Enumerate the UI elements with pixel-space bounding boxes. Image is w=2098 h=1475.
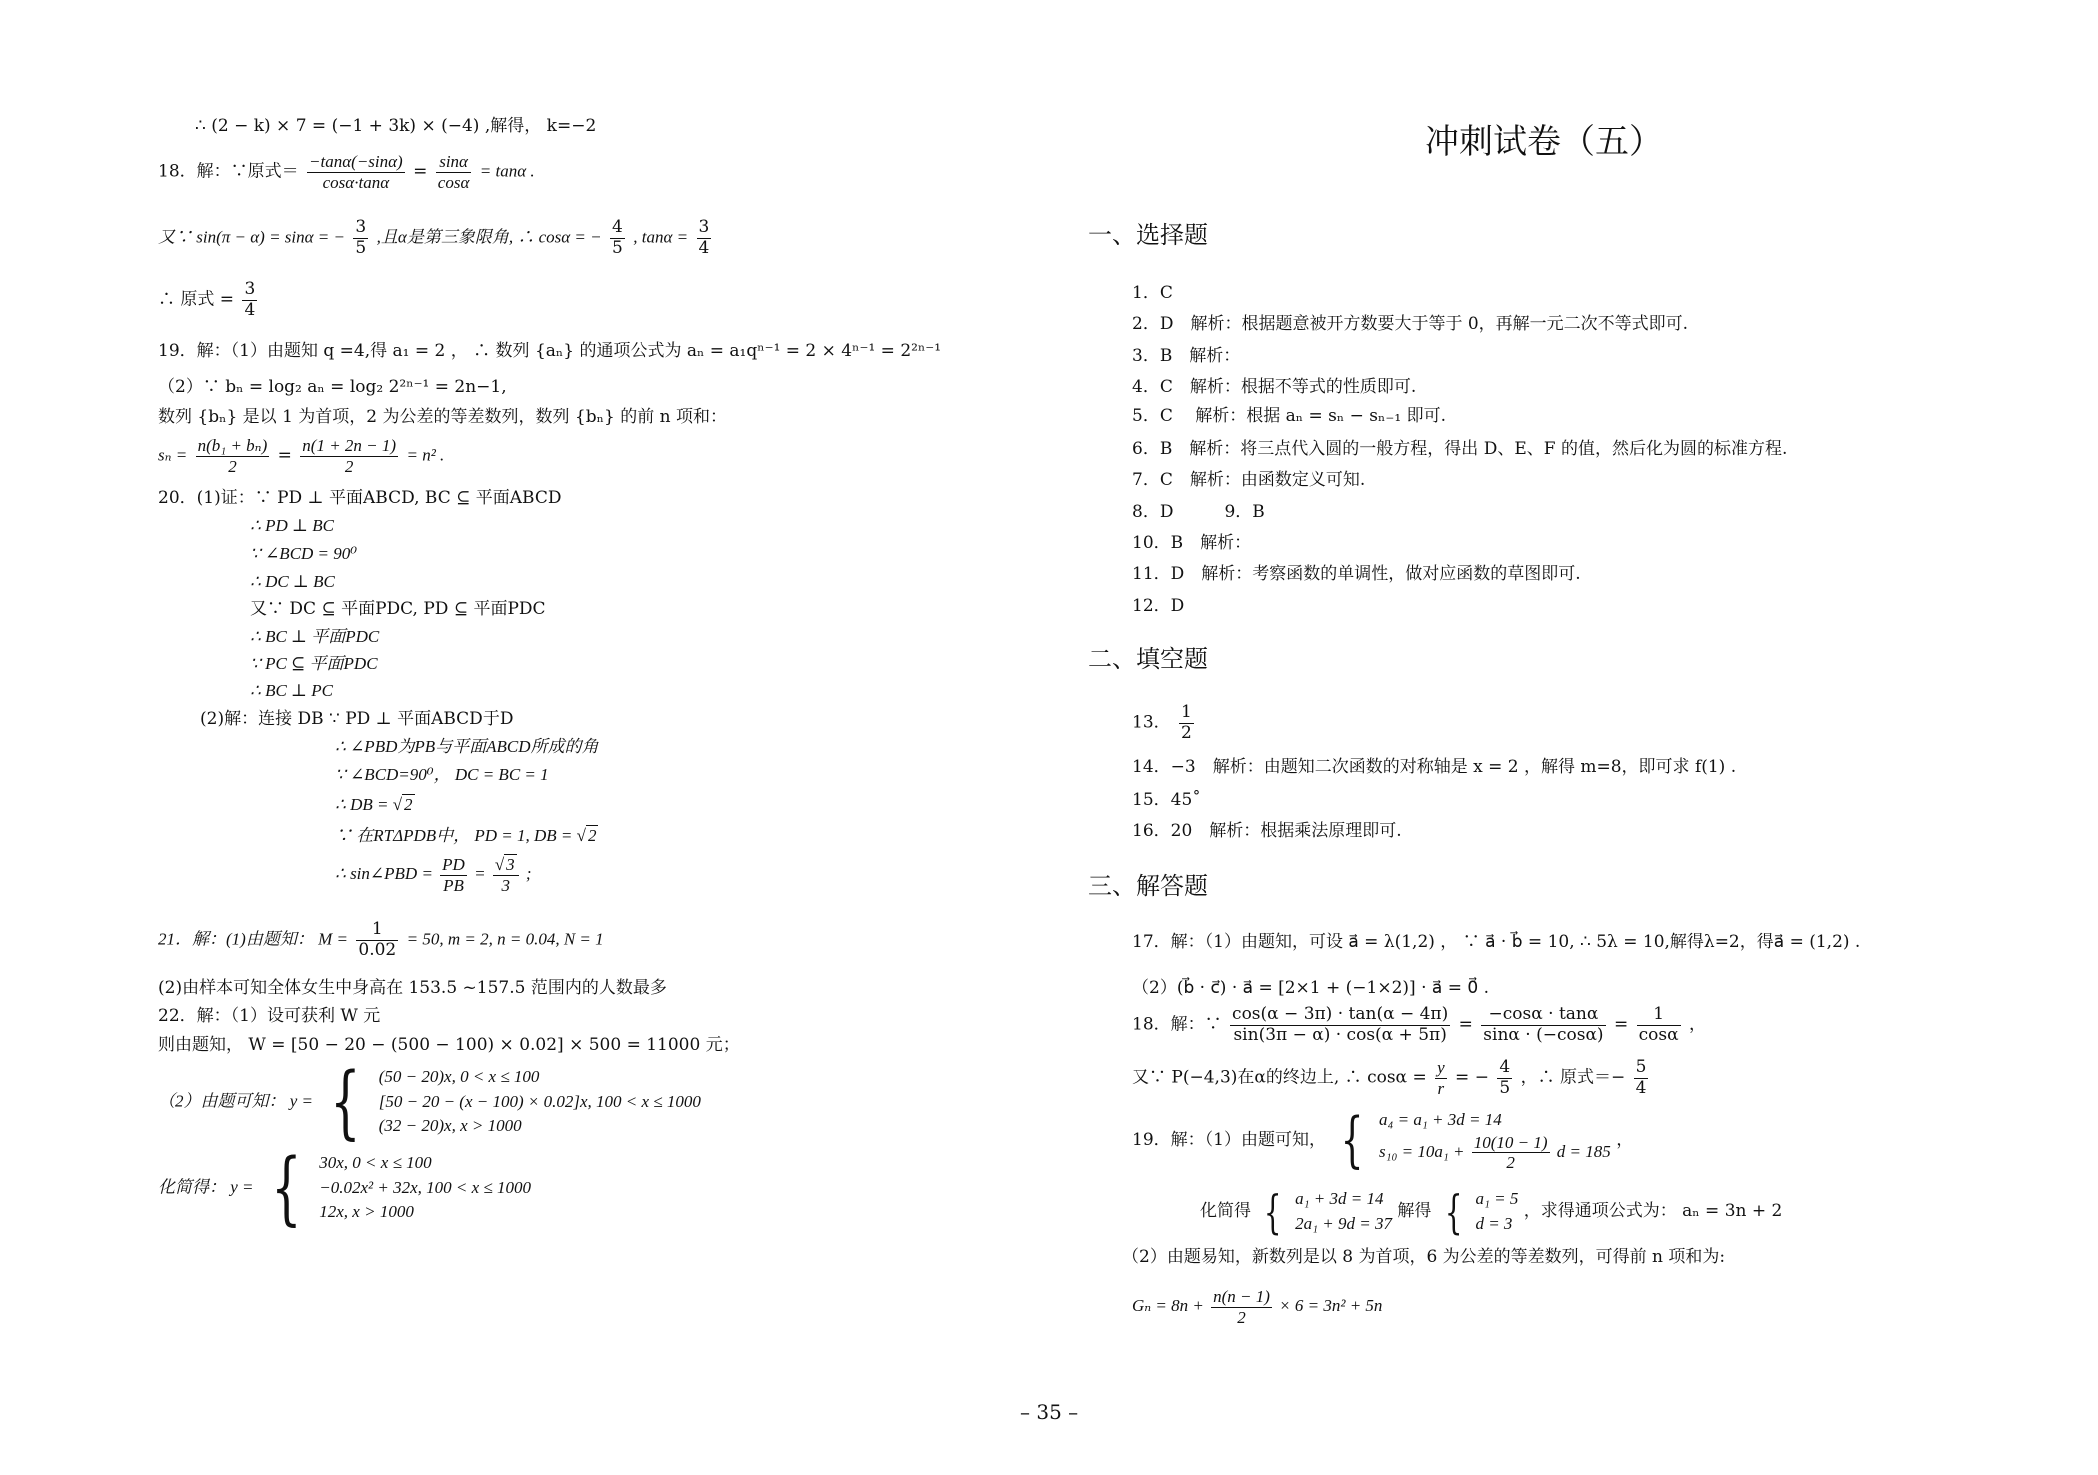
q18-eq: = xyxy=(413,161,428,182)
r19-case2-frac xyxy=(1472,1133,1550,1173)
r17-line1: 17．解：（1）由题知，可设 a⃗ = λ(1,2) ， ∵ a⃗ · b⃗ = 10, ∴ 5λ = 10,解得λ=2，得a⃗ = (1,2) . xyxy=(1132,932,1861,952)
line-q17-tail: ∴ (2 − k) × 7 = (−1 + 3k) × (−4) ,解得， k=−2 xyxy=(195,116,597,136)
answer-13-pre: 13． xyxy=(1132,712,1171,733)
answer-13 xyxy=(1132,703,1197,743)
q18-frac1-den: cosα·tanα xyxy=(322,172,390,192)
page-number: – 35 – xyxy=(1020,1400,1079,1424)
q20-14-pre: ∴ sin∠PBD = xyxy=(335,863,433,883)
r19d-pre: Gₙ = 8n + xyxy=(1132,1295,1204,1315)
q18b-frac1-num: 3 xyxy=(355,217,367,237)
q22-3-case2: [50 − 20 − (x − 100) × 0.02]x, 100 < x ≤ 1000 xyxy=(378,1091,701,1111)
q20-14-frac1-num: PD xyxy=(442,855,465,874)
r18-frac1-den: sin(3π − α) · cos(α + 5π) xyxy=(1233,1024,1447,1045)
answer-13-den: 2 xyxy=(1181,722,1192,743)
q19-4-frac2-num: n(1 + 2n − 1) xyxy=(302,436,397,455)
q20-13-radicand: 2 xyxy=(587,826,597,845)
q18b-mid2: , tanα = xyxy=(633,227,689,247)
q18b-mid: ,且α是第三象限角, ∴ cosα = − xyxy=(376,227,602,247)
r18b-eq: = − xyxy=(1455,1067,1489,1088)
r18-frac3-num: 1 xyxy=(1637,1005,1681,1026)
q18-head: 18．解：∵原式＝ xyxy=(158,161,299,182)
q18b-frac3 xyxy=(697,218,712,258)
r19-line4 xyxy=(1132,1287,1382,1327)
r18b-frac3 xyxy=(1634,1058,1649,1098)
section-heading-solve: 三、解答题 xyxy=(1088,872,1208,900)
answer-10: 10．B 解析： xyxy=(1132,533,1252,553)
q22-3-case3: (32 − 20)x, x > 1000 xyxy=(378,1116,522,1136)
r19b-case2: 2a₁ + 9d = 37 xyxy=(1295,1213,1392,1233)
answer-3: 3．B 解析： xyxy=(1132,346,1241,366)
q21-1-frac-den: 0.02 xyxy=(358,939,397,960)
q18-line3 xyxy=(158,280,260,320)
q21-1-frac-num: 1 xyxy=(356,920,398,941)
r19d-tail: × 6 = 3n² + 5n xyxy=(1279,1295,1383,1315)
answer-15: 15．45˚ xyxy=(1132,790,1201,810)
r18-eq2: = xyxy=(1613,1014,1629,1035)
r18b-frac3-num: 5 xyxy=(1635,1057,1647,1077)
q19-4-frac2-den: 2 xyxy=(344,456,354,476)
q22-4-case1: 30x, 0 < x ≤ 100 xyxy=(319,1153,432,1173)
r19-line3: （2）由题易知，新数列是以 8 为首项，6 为公差的等差数列，可得前 n 项和为: xyxy=(1122,1247,1726,1267)
q18b-frac1 xyxy=(353,218,368,258)
q19-4-pre: sₙ = xyxy=(158,445,188,465)
r19-tail: ， xyxy=(1616,1129,1634,1150)
answer-13-frac xyxy=(1179,703,1194,743)
r18b-frac2-num: 4 xyxy=(1499,1057,1511,1077)
q18b-pre: 又∵ sin(π − α) = sinα = − xyxy=(158,227,345,247)
q20-line9: (2)解：连接 DB ∵ PD ⊥ 平面ABCD于D xyxy=(200,709,514,729)
r19-case1: a₄ = a₁ + 3d = 14 xyxy=(1378,1110,1502,1129)
q21-line2: (2)由样本可知全体女生中身高在 153.5 ~157.5 范围内的人数最多 xyxy=(158,978,667,998)
q18-line2 xyxy=(158,218,714,258)
q20-line5: 又∵ DC ⊆ 平面PDC, PD ⊆ 平面PDC xyxy=(250,599,546,619)
q22-line3 xyxy=(158,1055,701,1148)
r18b-mid: ，∴ 原式＝− xyxy=(1520,1067,1626,1088)
answer-12: 12．D xyxy=(1132,596,1185,616)
q18b-frac2-den: 5 xyxy=(612,237,623,258)
answer-14: 14．−3 解析：由题知二次函数的对称轴是 x = 2 ，解得 m=8，即可求 f(1) . xyxy=(1132,757,1737,777)
r19b-tail: ，求得通项公式为： aₙ = 3n + 2 xyxy=(1523,1201,1783,1222)
left-brace: { xyxy=(330,1055,362,1148)
q22-4-cases xyxy=(319,1151,531,1225)
q20-line8: ∴ BC ⊥ PC xyxy=(250,681,333,700)
q20-14-frac1 xyxy=(440,855,467,895)
q20-14-eq: = xyxy=(474,863,486,883)
r17-line2: （2）(b⃗ · c⃗) · a⃗ = [2×1 + (−1×2)] · a⃗ = 0⃗ . xyxy=(1132,978,1489,998)
q20-14-frac2-num: 3 xyxy=(506,855,515,874)
r19-line2 xyxy=(1200,1184,1783,1239)
q22-line4 xyxy=(158,1141,531,1234)
q22-line1: 22．解：（1）设可获利 W 元 xyxy=(158,1006,381,1026)
q20-14-frac2-den: 3 xyxy=(501,875,510,895)
r19b-cases1 xyxy=(1295,1187,1392,1236)
r19b-mid: 解得 xyxy=(1397,1201,1432,1222)
q22-4-case2: −0.02x² + 32x, 100 < x ≤ 1000 xyxy=(319,1177,531,1197)
q20-line10: ∴ ∠PBD为PB与平面ABCD所成的角 xyxy=(335,737,599,756)
q20-14-frac1-den: PB xyxy=(443,875,464,895)
sqrt-sign: √ xyxy=(392,795,403,814)
r19-case2-frac-den: 2 xyxy=(1506,1153,1515,1173)
section-heading-fill: 二、填空题 xyxy=(1088,645,1208,673)
q22-4-case3: 12x, x > 1000 xyxy=(319,1202,414,1222)
r19d-frac-num: n(n − 1) xyxy=(1213,1287,1270,1306)
q19-4-eq: = xyxy=(277,445,292,466)
q18b-frac2-num: 4 xyxy=(612,217,623,237)
r18-pre: 18．解：∵ xyxy=(1132,1014,1222,1035)
q20-line14 xyxy=(335,855,532,895)
r18-frac2 xyxy=(1481,1005,1605,1045)
r18-eq: = xyxy=(1458,1014,1473,1035)
q22-line2: 则由题知， W = [50 − 20 − (500 − 100) × 0.02] × 500 = 11000 元； xyxy=(158,1035,740,1055)
section-heading-choice: 一、选择题 xyxy=(1088,221,1208,249)
r19-cases xyxy=(1379,1108,1611,1173)
answer-4: 4．C 解析：根据不等式的性质即可. xyxy=(1132,377,1417,397)
q18-tail: = tanα . xyxy=(479,161,535,181)
q19-line3: 数列 {bₙ} 是以 1 为首项，2 为公差的等差数列，数列 {bₙ} 的前 n 项和： xyxy=(158,407,727,427)
r18b-pre: 又∵ P(−4,3)在α的终边上, ∴ cosα = xyxy=(1132,1067,1427,1088)
r19d-frac xyxy=(1211,1287,1272,1327)
q18c-pre: ∴ 原式 = xyxy=(158,289,235,310)
r19-pre: 19．解：（1）由题可知， xyxy=(1132,1129,1326,1150)
q20-line12 xyxy=(335,795,415,815)
q19-4-frac1-den: 2 xyxy=(228,456,237,476)
q21-1-pre: 21．解：(1)由题知： M = xyxy=(158,929,348,949)
r18-line2 xyxy=(1132,1058,1651,1098)
q18b-frac1-den: 5 xyxy=(355,237,367,258)
q19-line2: （2）∵ bₙ = log₂ aₙ = log₂ 2²ⁿ⁻¹ = 2n−1, xyxy=(158,377,507,397)
r18b-frac1-den: r xyxy=(1437,1078,1445,1098)
q18b-frac3-num: 3 xyxy=(698,217,710,237)
q18-frac2-den: cosα xyxy=(437,172,470,192)
r18-frac1 xyxy=(1230,1005,1450,1045)
q22-4-pre: 化简得： y = xyxy=(158,1177,254,1197)
answer-6: 6．B 解析：将三点代入圆的一般方程，得出 D、E、F 的值，然后化为圆的标准方程. xyxy=(1132,439,1788,459)
q18c-frac xyxy=(242,280,257,320)
q20-line6: ∴ BC ⊥ 平面PDC xyxy=(250,627,380,646)
q22-3-cases xyxy=(379,1065,701,1139)
r19-case2 xyxy=(1379,1133,1611,1173)
left-brace: { xyxy=(271,1141,302,1234)
r18-tail: ， xyxy=(1689,1014,1707,1035)
q20-line11: ∵ ∠BCD=90⁰， DC = BC = 1 xyxy=(335,765,549,784)
r19-line1 xyxy=(1132,1105,1634,1176)
q18c-frac-den: 4 xyxy=(244,299,256,320)
answer-11: 11．D 解析：考察函数的单调性，做对应函数的草图即可. xyxy=(1132,564,1581,584)
r19b-case3: a₁ = 5 xyxy=(1475,1189,1519,1208)
sqrt-sign: √ xyxy=(576,826,586,845)
r19b-pre: 化简得 xyxy=(1200,1201,1251,1222)
r18b-frac3-den: 4 xyxy=(1635,1077,1647,1098)
r18b-frac1 xyxy=(1435,1058,1447,1098)
q19-line4 xyxy=(158,436,444,476)
q20-line7: ∵ PC ⊆ 平面PDC xyxy=(250,654,378,673)
q19-4-tail: = n² . xyxy=(406,445,445,465)
q22-3-case1: (50 − 20)x, 0 < x ≤ 100 xyxy=(378,1067,540,1087)
q21-line1 xyxy=(158,920,604,960)
q19-4-frac2 xyxy=(300,436,398,476)
q18b-frac3-den: 4 xyxy=(698,237,710,258)
q20-12-radicand: 2 xyxy=(404,795,413,814)
r18-frac3-den: cosα xyxy=(1638,1024,1679,1045)
r19d-frac-den: 2 xyxy=(1237,1307,1246,1327)
q18-frac2-num: sinα xyxy=(436,152,472,173)
r18-frac1-num: cos(α − 3π) · tan(α − 4π) xyxy=(1232,1004,1449,1024)
answer-5: 5．C 解析：根据 aₙ = sₙ − sₙ₋₁ 即可. xyxy=(1132,406,1446,426)
q18-frac1-num: −tanα(−sinα) xyxy=(309,152,403,171)
left-brace: { xyxy=(1264,1184,1282,1239)
left-brace: { xyxy=(1340,1105,1364,1176)
r18-frac2-den: sinα · (−cosα) xyxy=(1483,1024,1604,1045)
r18-frac3 xyxy=(1637,1005,1681,1045)
left-brace: { xyxy=(1444,1184,1463,1239)
q20-line4: ∴ DC ⊥ BC xyxy=(250,572,335,591)
answer-1: 1．C xyxy=(1132,283,1173,303)
r19b-cases2 xyxy=(1475,1187,1518,1236)
q20-line2: ∴ PD ⊥ BC xyxy=(250,516,334,535)
q19-line1: 19．解：（1）由题知 q =4,得 a₁ = 2 ， ∴ 数列 {aₙ} 的通项公式为 aₙ = a₁qⁿ⁻¹ = 2 × 4ⁿ⁻¹ = 2²ⁿ⁻¹ xyxy=(158,341,942,361)
q21-1-frac xyxy=(356,920,398,960)
q18-line1 xyxy=(158,152,535,192)
q20-line3: ∵ ∠BCD = 90⁰ xyxy=(250,544,358,563)
r19-case2-tail: d = 185 xyxy=(1556,1141,1611,1161)
r19b-case1: a₁ + 3d = 14 xyxy=(1295,1189,1384,1208)
q20-13-pre: ∵ 在RTΔPDB中， PD = 1, DB = xyxy=(335,826,573,845)
q19-4-frac1 xyxy=(196,436,270,476)
answer-8-9: 8．D 9．B xyxy=(1132,502,1265,522)
q18-frac1 xyxy=(307,152,405,192)
q21-1-tail: = 50, m = 2, n = 0.04, N = 1 xyxy=(406,929,604,949)
q18b-frac2 xyxy=(610,218,625,258)
q20-line13 xyxy=(335,826,598,846)
answer-2: 2．D 解析：根据题意被开方数要大于等于 0，再解一元二次不等式即可. xyxy=(1132,314,1689,334)
r18b-frac1-num: y xyxy=(1437,1058,1445,1077)
r18-frac2-num: −cosα · tanα xyxy=(1481,1005,1605,1026)
answer-13-num: 1 xyxy=(1181,702,1192,722)
r18b-frac2-den: 5 xyxy=(1499,1077,1511,1098)
q20-12-pre: ∴ DB = xyxy=(335,795,389,814)
r18b-frac2 xyxy=(1497,1058,1512,1098)
q20-line1: 20．(1)证：∵ PD ⊥ 平面ABCD, BC ⊆ 平面ABCD xyxy=(158,488,562,508)
q22-3-pre: （2）由题可知： y = xyxy=(158,1091,314,1111)
r19-case2-pre: s₁₀ = 10a₁ + xyxy=(1378,1141,1465,1161)
r19-case2-frac-num: 10(10 − 1) xyxy=(1473,1132,1548,1152)
r19b-case4: d = 3 xyxy=(1475,1213,1513,1233)
q19-4-frac1-num: n(b₁ + bₙ) xyxy=(197,436,268,455)
answer-16: 16．20 解析：根据乘法原理即可. xyxy=(1132,821,1402,841)
q18-frac2 xyxy=(436,152,472,192)
q18c-frac-num: 3 xyxy=(244,279,256,299)
q20-14-frac2 xyxy=(493,855,519,895)
sqrt-sign: √ xyxy=(494,855,505,874)
r18-line1 xyxy=(1132,1005,1706,1045)
answer-7: 7．C 解析：由函数定义可知. xyxy=(1132,470,1366,490)
q20-14-tail: ; xyxy=(525,863,532,883)
page-title: 冲刺试卷（五） xyxy=(1425,122,1663,162)
